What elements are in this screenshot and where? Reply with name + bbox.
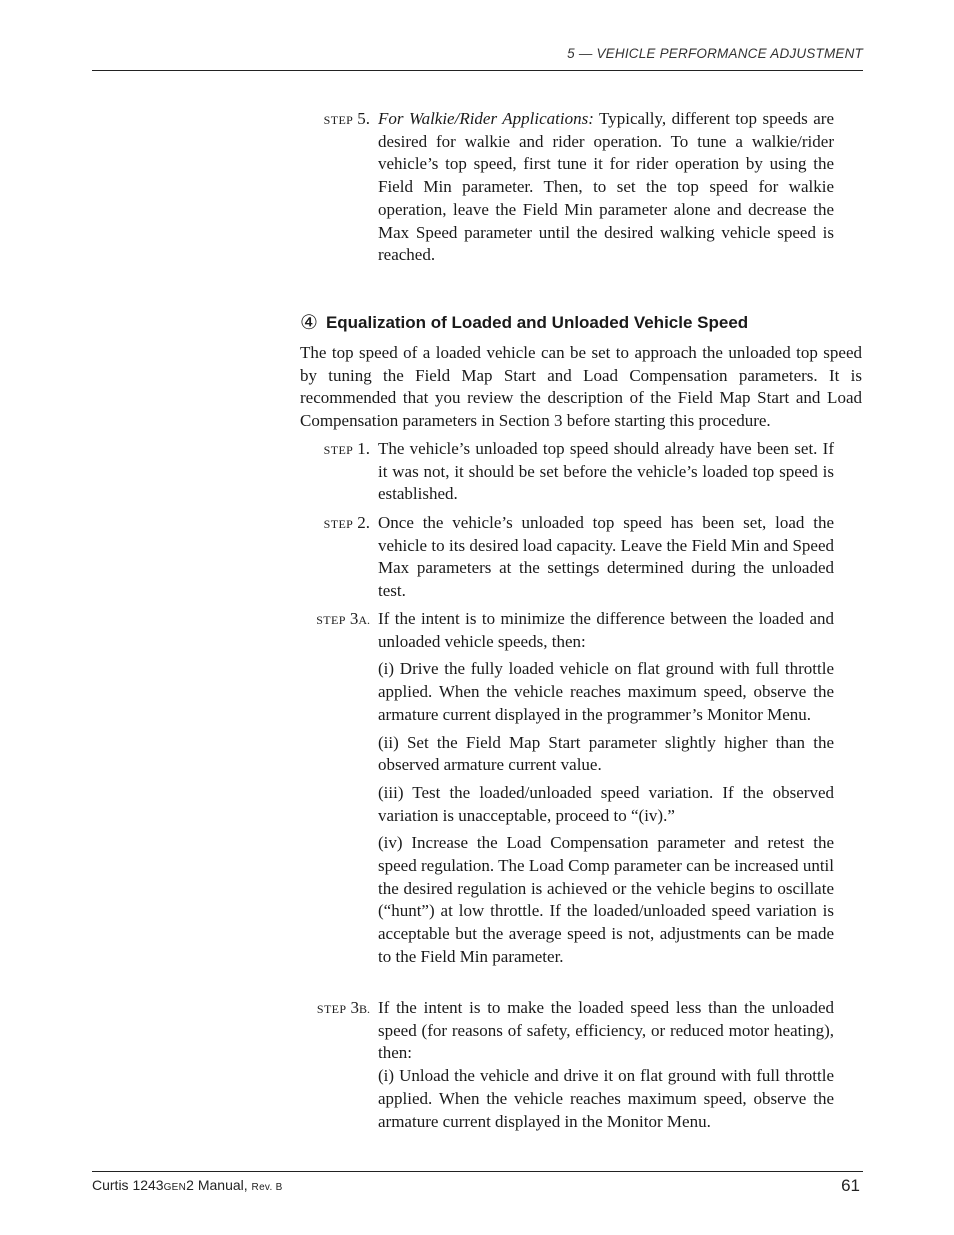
step-suffix: A.	[358, 613, 370, 627]
step-5-walkie-rider	[300, 108, 834, 267]
running-head	[92, 45, 863, 71]
step-1	[300, 438, 834, 506]
step-2	[300, 512, 834, 603]
step-number: 2.	[357, 513, 370, 532]
step-3a	[300, 608, 834, 969]
step-paragraph: If the intent is to minimize the difference between the loaded and unloaded vehicle speeds, then:	[378, 609, 834, 651]
step-number: 5.	[357, 109, 370, 128]
step-number: 1.	[357, 439, 370, 458]
step-prefix: STEP	[323, 517, 354, 531]
step-number: 3	[350, 998, 359, 1017]
step-label	[300, 512, 370, 536]
substep-iv: (iv) Increase the Load Compensation parameter and retest the speed regulation. The Load Comp parameter can be increased until the desired regulation is achieved or the vehicle begins to oscillate (“hunt”) at low throttle. If the loaded/unloaded speed variation is acceptable but the average speed is not, adjustments can be made to the Field Min parameter.	[378, 833, 834, 966]
step-prefix: STEP	[316, 613, 346, 627]
step-prefix: STEP	[323, 113, 354, 127]
manual-revision: Rev. B	[251, 1182, 283, 1193]
step-paragraph: The vehicle’s unloaded top speed should already have been set. If it was not, it should be set before the vehicle’s loaded top speed is established.	[378, 439, 834, 504]
step-label	[300, 108, 370, 132]
manual-title	[92, 1177, 283, 1193]
step-number: 3	[349, 609, 359, 628]
manual-gen: GEN	[163, 1182, 187, 1193]
step-paragraph: If the intent is to make the loaded speed less than the unloaded speed (for reasons of safety, efficiency, or reduced motor heating), then:	[378, 998, 834, 1063]
step-suffix: B.	[358, 1002, 370, 1016]
step-label	[300, 997, 370, 1021]
step-label	[300, 438, 370, 462]
step-3b	[300, 997, 834, 1133]
circled-number-4-icon: ④	[300, 312, 318, 334]
substep-i: (i) Drive the fully loaded vehicle on flat ground with full throttle applied. When the vehicle reaches maximum speed, observe the armature current displayed in the programmer’s Monitor Menu.	[378, 659, 834, 724]
manual-suffix: 2 Manual,	[186, 1177, 252, 1193]
step-text	[378, 108, 834, 267]
section-title: Equalization of Loaded and Unloaded Vehicle Speed	[325, 313, 749, 332]
step-prefix: STEP	[316, 1002, 347, 1016]
running-head-title: 5 — VEHICLE PERFORMANCE ADJUSTMENT	[567, 46, 863, 61]
substep-i: (i) Unload the vehicle and drive it on flat ground with full throttle applied. When the vehicle reaches maximum speed, observe the armature current displayed in the Monitor Menu.	[378, 1066, 834, 1131]
section-intro: The top speed of a loaded vehicle can be set to approach the unloaded top speed by tuning the Field Map Start and Load Compensation parameters. It is recommended that you review the description of the Field Map Start and Load Compensation parameters in Section 3 before starting this procedure.	[300, 343, 862, 431]
substep-ii: (ii) Set the Field Map Start parameter slightly higher than the observed armature current value.	[378, 732, 834, 775]
section-heading	[300, 309, 748, 334]
page-number: 61	[841, 1176, 860, 1195]
page-footer	[92, 1171, 863, 1202]
step-prefix: STEP	[323, 443, 354, 457]
manual-name: Curtis 1243	[92, 1177, 164, 1193]
substep-iii: (iii) Test the loaded/unloaded speed variation. If the observed variation is unacceptable, proceed to “(iv).”	[378, 782, 834, 825]
step-lead-italic: For Walkie/Rider Applications:	[378, 109, 594, 128]
step-paragraph: Once the vehicle’s unloaded top speed has been set, load the vehicle to its desired load capacity. Leave the Field Min and Speed Max parameters at the settings determined during the unloaded test.	[378, 513, 834, 601]
step-label	[300, 608, 370, 632]
step-body: Typically, different top speeds are desired for walkie and rider operation. To tune a walkie/rider vehicle’s top speed, first tune it for rider operation by using the Field Min parameter. Then, to set the top speed for walkie operation, leave the Field Min parameter alone and decrease the Max Speed parameter until the desired walking vehicle speed is reached.	[378, 109, 834, 265]
